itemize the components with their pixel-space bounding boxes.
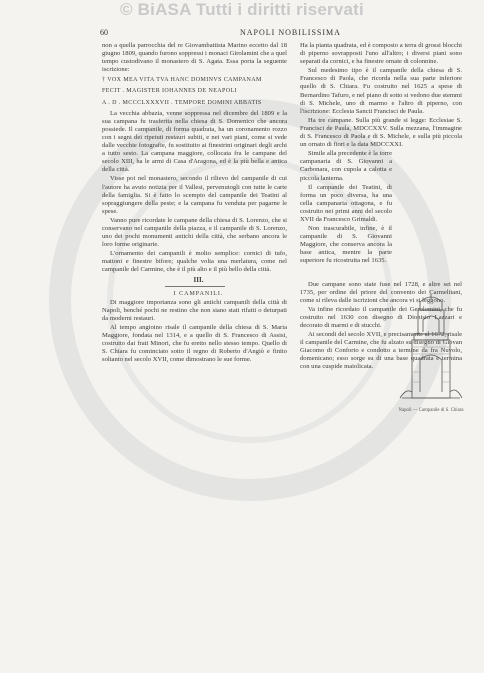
bell-tower-illustration — [396, 292, 466, 404]
paragraph: non a quella parrocchia del re Giovambattista Marino eccetto dal 18 giugno 1809, quando furono soppressi i monaci Girolamini che a quel tempo custodivano il monastero di S. Agata. Essa porta la seguente iscrizione: — [102, 42, 287, 74]
inscription-line: † VOX MEA VITA TVA HANC DOMINVS CAMPANAM — [102, 77, 262, 84]
paragraph: Non trascurabile, infine, è il campanile di S. Giovanni Maggiore, che conserva ancora la base antica, mentre la parte superiore fu ricostruita nel 1635. — [300, 225, 392, 265]
paragraph: Va infine ricordato il campanile dei Gerolomini, che fu costruito nel 1630 con disegno di Dionisio Lazzari e decorato di marmi e di stucchi. — [300, 305, 462, 329]
paragraph: Vanno pure ricordate le campane della chiesa di S. Lorenzo, che si conservano nel campanile della piazza, e il campanile di S. Lorenzo, uno dei pochi monumenti antichi della città, che serbano ancora le loro forme originarie. — [102, 216, 287, 249]
paragraph: Di maggiore importanza sono gli antichi campanili della città di Napoli, benché pochi ne restino che non siano stati rifatti o deturpati da moderni restauri. — [102, 298, 287, 322]
running-title: NAPOLI NOBILISSIMA — [240, 28, 341, 37]
section-rule — [165, 286, 225, 287]
paragraph: L'ornamento dei campanili è molto semplice: cornici di tufo, mattoni e finestre bifore; qualche volta una merlatura, come nel campanile del Carmine, che è il più alto e il più bello della città. — [102, 250, 287, 274]
paragraph: Visse poi nel monastero, secondo il rilievo del campanile di cui l'autore ha avuto notizia per il Vallesi, pervenutogli con tutte le carte della famiglia. Si è fatto lo scempio del campanile dei Teatini al sopraggiungere della peste; e la campana fu venduta per pagarne le spese. — [102, 175, 287, 215]
inscription-line: FECIT . MAGISTER IOHANNES DE NEAPOLI — [102, 88, 237, 95]
paragraph: Ha tre campane. Sulla più grande si legge: Ecclesiae S. Francisci de Paula, MDCCXXV. Sulla mezzana, l'immagine di S. Francesco di Paola e di S. Michele, e sulla più piccola un ornato di fiori e la data MDCCXXI. — [300, 116, 462, 149]
paragraph: Il campanile dei Teatini, di forma un poco diversa, ha una cella campanaria ottagona, e fu costruito nei primi anni del secolo XVII da Francesco Grimaldi. — [300, 183, 392, 223]
watermark: © BiASA Tutti i diritti riservati — [120, 0, 364, 19]
paragraph: Ai secondi del secolo XVII, e precisamente al 1672, risale il campanile del Carmine, che fu alzato su disegno di Giovan Giacomo di Conforto e condotto a termine da fra Nuvolo, domenicano; esso sorge su di una base quadrata e termina con una cuspide maiolicata. — [300, 331, 462, 371]
paragraph: Due campane sono state fuse nel 1728, e altre sei nel 1735, per ordine del priore del convento dei Carmelitani, come si rileva dalle iscrizioni che ancora vi si leggono. — [300, 280, 462, 304]
paragraph: La vecchia abbazia, venne soppressa nel dicembre del 1809 e la sua campana fu trasferita nella chiesa di S. Domenico che ancora possiede. Il campanile, di forma quadrata, ha un coronamento rozzo con i segni dei ripetuti restauri subiti, e nei vari piani, come si vede dalle vecchie fotografie, fu sostituito ai finestrini originari degli archi a tutto sesto. La campana maggiore, collocata fra le campane del secolo XIII, ha le armi di Casa d'Aragona, ed è la più bella e antica della città. — [102, 109, 287, 174]
left-column — [102, 42, 287, 365]
running-header — [0, 28, 484, 40]
paragraph: Simile alla precedente è la torre campanaria di S. Giovanni a Carbonara, con cupola a calotta e piccola lanterna. — [300, 150, 392, 182]
page-number: 60 — [100, 28, 108, 37]
section-number: III. — [193, 275, 204, 284]
inscription-line: A . D . MCCCLXXXVII . TEMPORE DOMINI ABBATIS — [102, 99, 262, 106]
paragraph: Sul medesimo tipo è il campanile della chiesa di S. Francesco di Paola, che ricorda nella sua parte inferiore quello di S. Chiara. Fu costruito nel 1625 a spese di Bernardino Tafuro, e nel piano di sotto si vedono due stemmi di S. Michele, uno di marmo e l'altro di piperno, con l'iscrizione: Ecclesia Sancti Francisci de Paula. — [300, 67, 462, 115]
paragraph: Ha la pianta quadrata, ed è composto a terra di grossi blocchi di piperno sovrapposti l'uno all'altro; i diversi piani sono separati da cornici, e ha finestre ornate di colonnine. — [300, 42, 462, 66]
illustration-caption: Napoli — Campanile di S. Chiara — [398, 408, 464, 413]
section-title: I CAMPANILI. — [173, 290, 224, 297]
paragraph: Al tempo angioino risale il campanile della chiesa di S. Maria Maggiore, fondata nel 1314, e a quello di S. Francesco di Assisi, costruito dai frati Minori, che fu eretto nello stesso tempo. Quello di S. Chiara fu cominciato sotto il regno di Roberto d'Angiò e finito soltanto nel secolo XVII, come dimostrano le sue forme. — [102, 324, 287, 364]
